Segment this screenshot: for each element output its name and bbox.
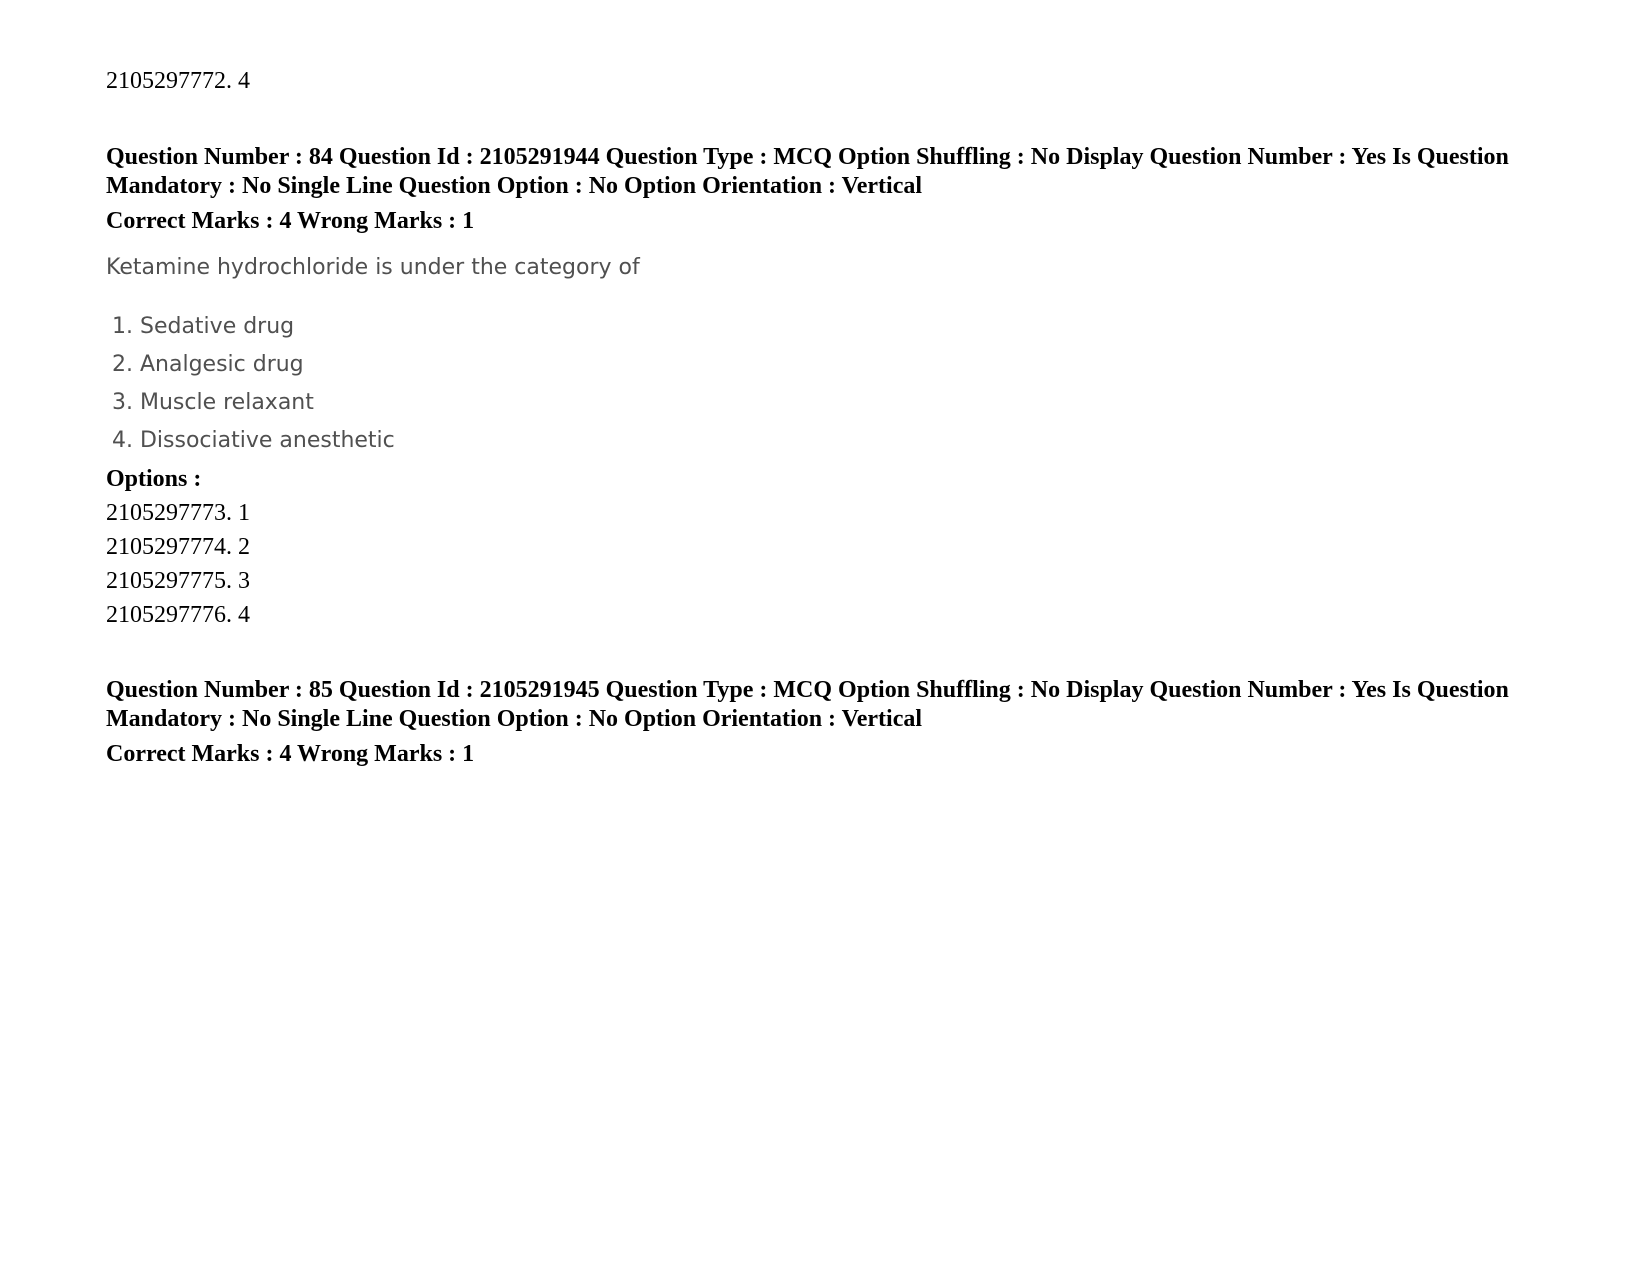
question-84-option: 2105297773. 1: [106, 500, 250, 526]
question-84-option: 2105297774. 2: [106, 534, 250, 560]
question-84-text: Ketamine hydrochloride is under the category of: [106, 255, 640, 280]
question-84-choice: 3. Muscle relaxant: [112, 390, 314, 415]
question-84-image: [106, 252, 1546, 460]
question-84-meta: Question Number : 84 Question Id : 2105291944 Question Type : MCQ Option Shuffling : No Display Question Number : Yes Is Question Mandatory : No Single Line Question Option : No Option Orientation : Vertical: [106, 144, 1509, 199]
question-84-marks: Correct Marks : 4 Wrong Marks : 1: [106, 208, 475, 234]
question-84-block: [106, 143, 1546, 632]
question-85-marks: Correct Marks : 4 Wrong Marks : 1: [106, 741, 475, 767]
question-85-block: [106, 676, 1546, 769]
question-84-choice: 2. Analgesic drug: [112, 352, 304, 377]
question-84-option: 2105297775. 3: [106, 568, 250, 594]
previous-option-line: 2105297772. 4: [106, 68, 250, 94]
question-84-choice: 4. Dissociative anesthetic: [112, 428, 395, 453]
question-84-options-heading: Options :: [106, 466, 202, 492]
question-84-choice: 1. Sedative drug: [112, 314, 295, 339]
question-84-option: 2105297776. 4: [106, 602, 250, 628]
question-85-meta: Question Number : 85 Question Id : 2105291945 Question Type : MCQ Option Shuffling : No Display Question Number : Yes Is Question Mandatory : No Single Line Question Option : No Option Orientation : Vertical: [106, 677, 1509, 732]
